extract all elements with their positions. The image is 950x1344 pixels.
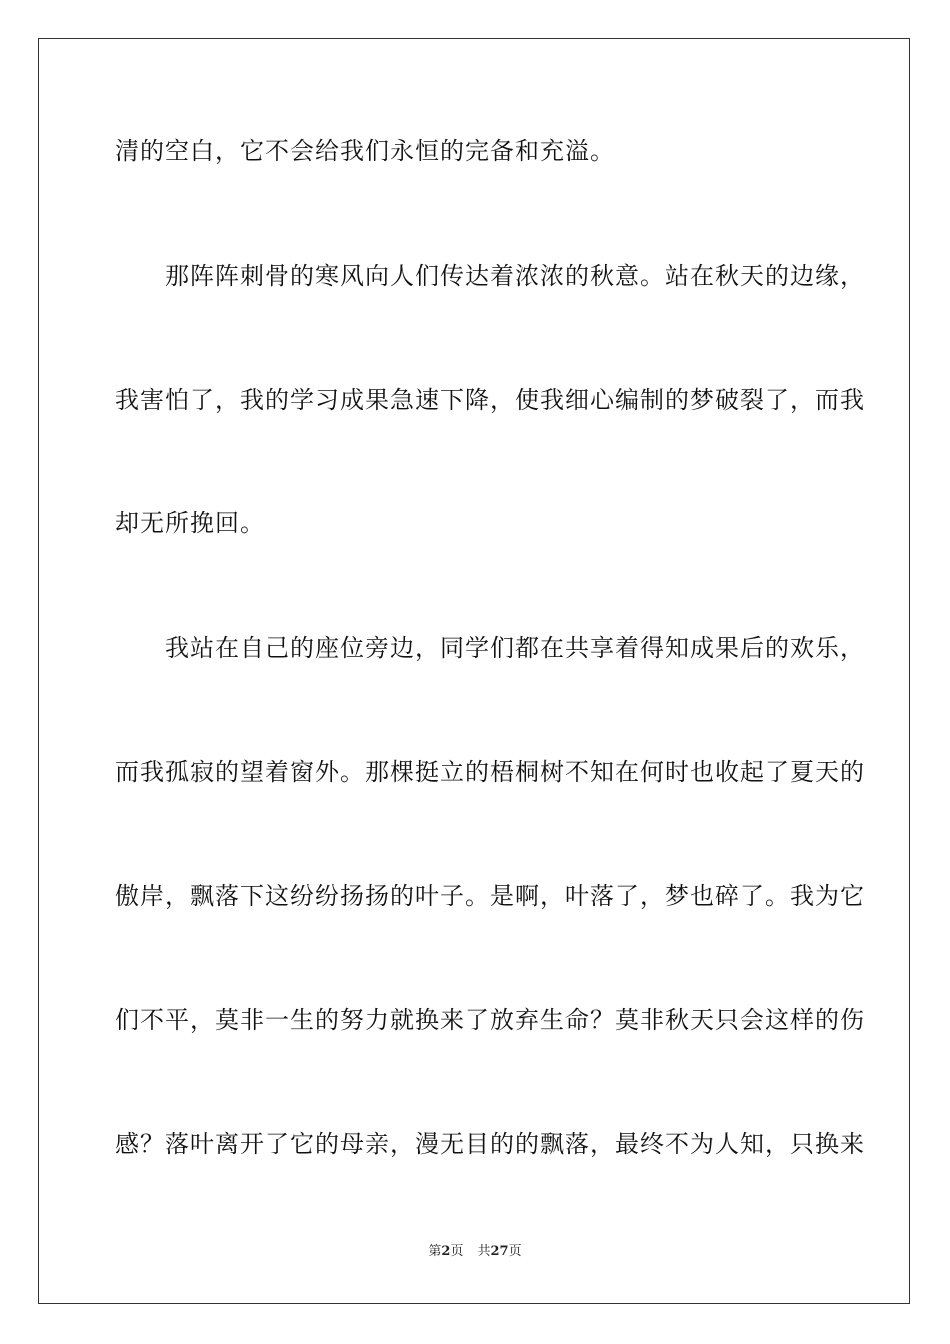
text-line-2: 那阵阵刺骨的寒风向人们传达着浓浓的秋意。站在秋天的边缘， bbox=[165, 262, 865, 290]
text-line-1: 清的空白，它不会给我们永恒的完备和充溢。 bbox=[115, 137, 615, 165]
text-line-8: 们不平，莫非一生的努力就换来了放弃生命？莫非秋天只会这样的伤 bbox=[115, 1006, 865, 1034]
text-line-7: 傲岸，飘落下这纷纷扬扬的叶子。是啊，叶落了，梦也碎了。我为它 bbox=[115, 882, 865, 910]
text-line-3: 我害怕了，我的学习成果急速下降，使我细心编制的梦破裂了，而我 bbox=[115, 386, 865, 414]
page-number: 2 bbox=[441, 1244, 451, 1259]
total-prefix: 共 bbox=[477, 1244, 491, 1259]
page-prefix: 第 bbox=[428, 1244, 442, 1259]
page-suffix: 页 bbox=[450, 1244, 464, 1259]
total-suffix: 页 bbox=[508, 1244, 522, 1259]
text-line-6: 而我孤寂的望着窗外。那棵挺立的梧桐树不知在何时也收起了夏天的 bbox=[115, 758, 865, 786]
page-footer bbox=[0, 1244, 950, 1260]
text-line-9: 感？落叶离开了它的母亲，漫无目的的飘落，最终不为人知，只换来 bbox=[115, 1130, 865, 1158]
total-pages: 27 bbox=[490, 1244, 509, 1259]
text-line-4: 却无所挽回。 bbox=[115, 509, 265, 537]
page-border bbox=[38, 38, 910, 1304]
text-line-5: 我站在自己的座位旁边，同学们都在共享着得知成果后的欢乐， bbox=[165, 634, 865, 662]
